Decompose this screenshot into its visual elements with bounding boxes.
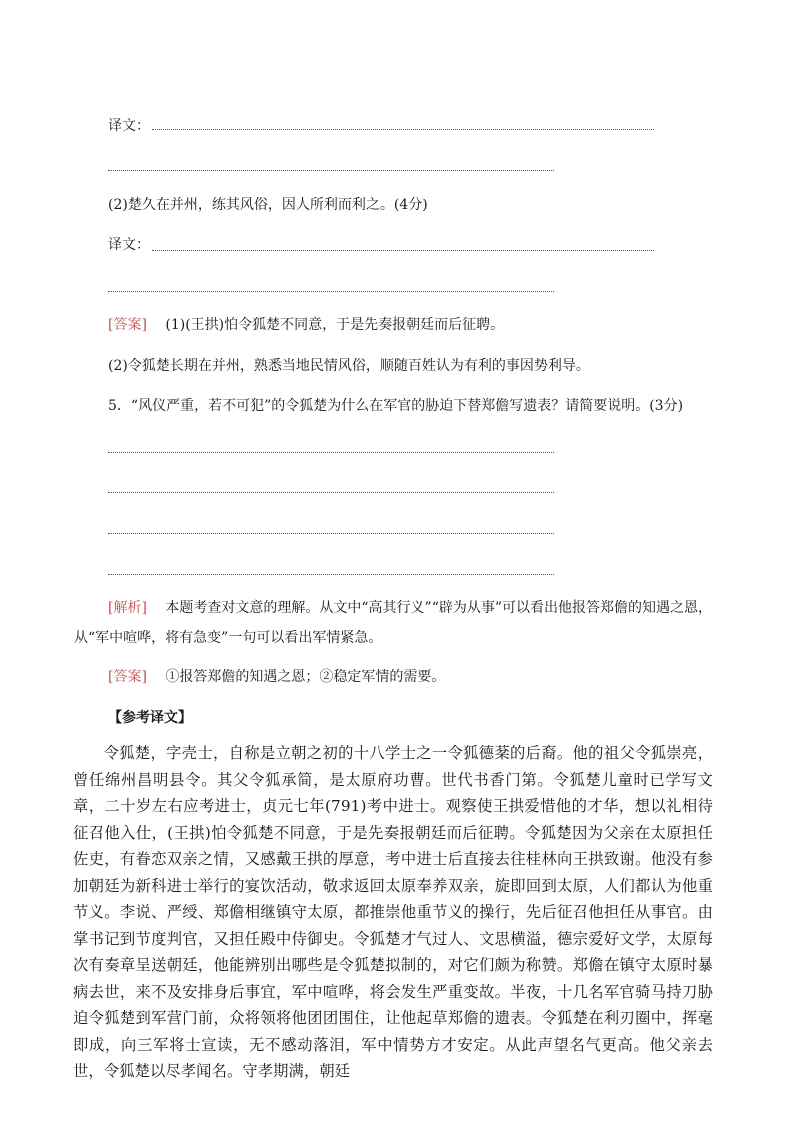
answer-block-5 xyxy=(108,669,445,685)
answer-tag: [答案] xyxy=(108,317,147,333)
analysis-text-2: 从“军中喧哗，将有急变”一句可以看出军情紧急。 xyxy=(74,630,383,646)
analysis-block xyxy=(108,600,712,616)
answer-tag: [答案] xyxy=(108,669,147,685)
answer-line xyxy=(108,170,554,171)
answer-line xyxy=(108,492,554,493)
answer-line xyxy=(152,129,654,130)
answer-line xyxy=(108,574,554,575)
answer-line xyxy=(152,250,654,251)
reference-body: 令狐楚，字壳士，自称是立朝之初的十八学士之一令狐德棻的后裔。他的祖父令狐崇亮，曾任绵州昌明县令。其父令狐承简，是太原府功曹。世代书香门第。令狐楚儿童时已学写文章，二十岁左右应考进士，贞元七年(791)考中进士。观察使王拱爱惜他的才华，想以礼相待征召他入仕，(王拱)怕令狐楚不同意，于是先奏报朝廷而后征聘。令狐楚因为父亲在太原担任佐吏，有眷恋双亲之情，又感戴王拱的厚意，考中进士后直接去往桂林向王拱致谢。他没有参加朝廷为新科进士举行的宴饮活动，敬求返回太原奉养双亲，旋即回到太原，人们都认为他重节义。李说、严绶、郑儋相继镇守太原，都推崇他重节义的操行，先后征召他担任从事官。由掌书记到节度判官，又担任殿中侍御史。令狐楚才气过人、文思横溢，德宗爱好文学，太原每次有奏章呈送朝廷，他能辨别出哪些是令狐楚拟制的，对它们颇为称赞。郑儋在镇守太原时暴病去世，来不及安排身后事宜，军中喧哗，将会发生严重变故。半夜，十几名军官骑马持刀胁迫令狐楚到军营门前，众将领将他团团围住，让他起草郑儋的遗表。令狐楚在利刃圈中，挥毫即成，向三军将士宣读，无不感动落泪，军中情势方才安定。从此声望名气更高。他父亲去世，令狐楚以尽孝闻名。守孝期满，朝廷 xyxy=(73,744,713,1080)
answer-line xyxy=(108,533,554,534)
answer-line xyxy=(108,291,554,292)
analysis-tag: [解析] xyxy=(108,600,147,616)
question-item-2: (2)楚久在并州，练其风俗，因人所利而利之。(4分) xyxy=(108,197,428,213)
answer-text: ①报答郑儋的知遇之恩；②稳定军情的需要。 xyxy=(165,669,446,685)
answer-text-2: (2)令狐楚长期在并州，熟悉当地民情风俗，顺随百姓认为有利的事因势利导。 xyxy=(108,358,590,374)
answer-line xyxy=(108,452,554,453)
answer-block-1 xyxy=(108,317,504,333)
question-5: 5．“风仪严重，若不可犯”的令狐楚为什么在军官的胁迫下替郑儋写遗表？请简要说明。(3分) xyxy=(108,398,684,414)
answer-text: (1)(王拱)怕令狐楚不同意，于是先奏报朝廷而后征聘。 xyxy=(165,317,505,333)
translation-label: 译文： xyxy=(108,237,150,253)
reference-heading: 【参考译文】 xyxy=(108,710,192,726)
translation-label: 译文： xyxy=(108,118,150,134)
analysis-text-1: 本题考查对文意的理解。从文中“高其行义”“辟为从事”可以看出他报答郑儋的知遇之恩， xyxy=(165,600,713,616)
